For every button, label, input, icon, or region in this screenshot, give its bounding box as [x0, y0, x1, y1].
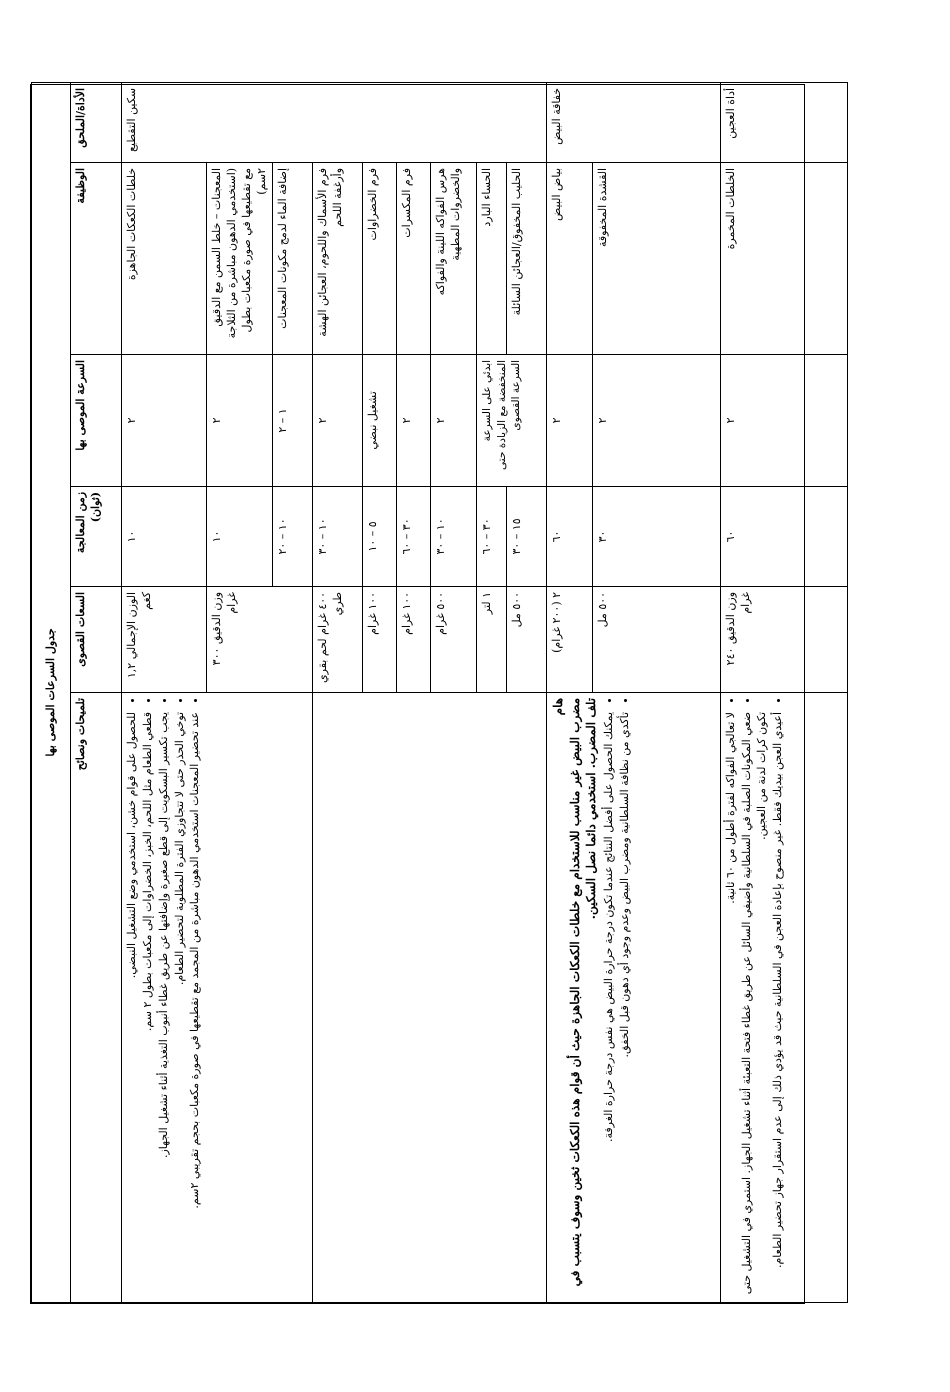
capacity-cell: ١٠٠ غرام	[397, 586, 431, 692]
speed-cell: ٢	[122, 354, 207, 486]
tip-item: • عند تحضير المعجنات استخدمي الدهون مباشرة من المجمد مع تقطيعها في صورة مكعبات بحجم تقريبي ٢سم.	[188, 712, 203, 1297]
tips-whisk	[547, 692, 721, 1302]
time-cell: ٦٠	[721, 486, 848, 586]
time-cell: ٥ – ١٠	[363, 486, 397, 586]
speed-cell: ٢	[313, 354, 363, 486]
header-row	[71, 82, 122, 1302]
time-cell: ٦٠	[547, 486, 593, 586]
speed-cell: ٢	[207, 354, 273, 486]
function-cell: فرم الأسماك واللحوم، العجائن الهشة وأرغفة اللحم	[313, 162, 363, 354]
tip-item: • توخي الحذر حتى لا تتجاوزي الفترة المطلوبة لتحضير الطعام.	[173, 712, 188, 1297]
time-cell: ١٥ – ٣٠	[507, 486, 547, 586]
time-cell: ٣٠ – ٦٠	[477, 486, 507, 586]
header-capacity: السعات القصوى	[71, 586, 122, 692]
speed-cell: ١ – ٢	[273, 354, 313, 486]
header-tips: تلميحات ونصائح	[71, 692, 122, 1302]
header-time: زمن المعالجة (ثوان)	[71, 486, 122, 586]
tool-dough: أداة العجين	[721, 82, 848, 162]
table-row	[313, 82, 363, 1302]
time-cell: ١٠ – ٣٠	[431, 486, 477, 586]
time-cell: ٣٠	[593, 486, 721, 586]
capacity-cell: الوزن الإجمالي ١,٢ كغم	[122, 586, 207, 692]
function-cell: الخلطات المخمرة	[721, 162, 848, 354]
speed-cell: ٢	[721, 354, 848, 486]
capacity-cell: ٥٠٠ غرام	[431, 586, 477, 692]
tips-empty	[313, 692, 547, 1302]
tips-heading: هام	[551, 697, 566, 716]
table-row	[547, 82, 593, 1302]
time-cell: ١٠ – ٣٠	[313, 486, 363, 586]
capacity-cell: ٥٠٠ مل	[507, 586, 547, 692]
table-row	[721, 82, 848, 1302]
speed-cell: ابدئي على السرعة المنخفضة مع الزيادة حتى السرعة القصوى	[477, 354, 547, 486]
tip-item: • ضعي المكونات الصلبة في السلطانية وأضيفي السائل عن طريق غطاء فتحة التعبئة أثناء تشغيل الجهاز. استمري في التشغيل حتى تكون كرات لدنة من العجين.	[740, 712, 770, 1297]
tips-dough	[721, 692, 848, 1302]
speed-cell: تشغيل نبضي	[363, 354, 397, 486]
speed-cell: ٢	[547, 354, 593, 486]
header-tool: الأداة/الملحق	[71, 82, 122, 162]
tip-item: • لا تعالجي الفواكه لفترة أطول من ٦٠ ثانية.	[724, 712, 739, 1297]
function-cell: القشدة المخفوقة	[593, 162, 721, 354]
tip-item: • تأكدي من نظافة السلطانية ومضرب البيض وعدم وجود أي دهون قبل الخفق.	[618, 712, 633, 1297]
speed-table	[31, 82, 848, 1303]
function-cell: المعجنات – خلط السمن مع الدقيق (استخدمي الدهون مباشرة من الثلاجة مع تقطيعها في صورة مكعبات بطول ٢سم)	[207, 162, 273, 354]
capacity-cell: ٥٠٠ مل	[593, 586, 721, 692]
header-function: الوظيفة	[71, 162, 122, 354]
tip-item: • يمكنك الحصول على أفضل النتائج عندما تكون درجة حرارة البيض هي نفس درجة حرارة الغرفة.	[602, 712, 617, 1297]
capacity-cell: ١٠٠ غرام	[363, 586, 397, 692]
tip-item: • يجب تكسير البسكويت إلى قطع صغيرة وإضافتها عن طريق غطاء أنبوب التغذية أثناء تشغيل الجهاز.	[157, 712, 172, 1297]
time-cell: ١٠ – ٢٠	[273, 486, 313, 586]
header-speed: السرعة الموصى بها	[71, 354, 122, 486]
speed-cell: ٢	[431, 354, 477, 486]
function-cell: فرم الخضراوات	[363, 162, 397, 354]
capacity-cell: ١ لتر	[477, 586, 507, 692]
tips-warning: مضرب البيض غير مناسب للاستخدام مع خلطات الكعكات الجاهزة حيث أن قوام هذه الكعكات ثخين وسوف يتسبب في تلف المضرب. استخدمي دائما نصل السكين.	[567, 697, 598, 1287]
function-cell: بياض البيض	[547, 162, 593, 354]
tool-whisk: خفاقة البيض	[547, 82, 721, 162]
capacity-cell: ٢ (٢٠٠ غرام)	[547, 586, 593, 692]
capacity-cell: ٤٠٠ غرام لحم بقري طري	[313, 586, 363, 692]
speed-cell: ٢	[593, 354, 721, 486]
tool-knife: سكين التقطيع	[122, 82, 547, 162]
function-cell: فرم المكسرات	[397, 162, 431, 354]
tip-item: • أعيدي العجن بيديك فقط. غير منصوح بإعادة العجن في السلطانية حيث قد يؤدي ذلك إلى عدم استقرار جهاز تحضير الطعام.	[771, 712, 786, 1297]
tips-knife	[122, 692, 313, 1302]
time-cell: ١٠	[122, 486, 207, 586]
speed-cell: ٢	[397, 354, 431, 486]
function-cell: إضافة الماء لدمج مكونات المعجنات	[273, 162, 313, 354]
time-cell: ١٠	[207, 486, 273, 586]
function-cell: الحساء البارد	[477, 162, 507, 354]
function-cell: خلطات الكعكات الجاهزة	[122, 162, 207, 354]
function-cell: الحليب المخفوق/العجائن السائلة	[507, 162, 547, 354]
time-cell: ٣٠ – ٦٠	[397, 486, 431, 586]
function-cell: هرس الفواكه اللينة والفواكه والخضروات المطهية	[431, 162, 477, 354]
speed-table-sheet	[30, 84, 805, 1304]
tip-item: • قطعي الطعام مثل اللحم، الخبز، الخضراوات إلى مكعبات بطول ٢ سم.	[141, 712, 156, 1297]
capacity-cell: وزن الدقيق ٣٠٠ غرام	[207, 586, 313, 692]
capacity-cell: وزن الدقيق ٢٤٠ غرام	[721, 586, 848, 692]
tip-item: • للحصول على قوام خشن، استخدمي وضع التشغيل النبضي.	[125, 712, 140, 1297]
table-title: جدول السرعات الموصى بها	[32, 82, 71, 1302]
table-row	[122, 82, 207, 1302]
